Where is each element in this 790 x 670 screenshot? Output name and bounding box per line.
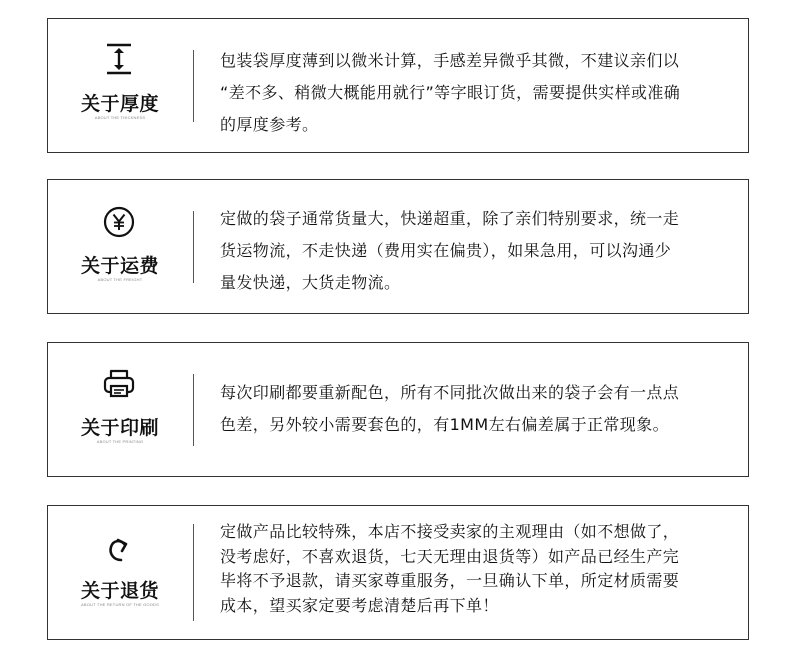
printer-icon [100,364,138,402]
card-title: 关于运费 [80,255,159,277]
description-line: 成本，望买家定要考虑清楚后再下单！ [220,595,499,615]
freight-card [47,179,749,314]
description-line: 货运物流，不走快递（费用实在偏贵），如果急用，可以沟通少 [220,241,672,260]
card-description [220,45,746,141]
card-title: 关于印刷 [80,417,159,439]
yen-circle-icon [100,203,138,241]
card-title: 关于厚度 [80,93,159,115]
card-header [48,180,192,313]
card-description [220,520,746,618]
description-line: 定做的袋子通常货量大，快递超重，除了亲们特别要求，统一走 [220,209,680,228]
card-description [220,377,746,441]
return-arrow-icon [100,530,138,568]
description-line: 色差，另外较小需要套色的，有1MM左右偏差属于正常现象。 [220,415,669,434]
description-line: “差不多、稍微大概能用就行”等字眼订货，需要提供实样或准确 [220,83,681,102]
divider [193,374,194,446]
card-subtitle: ABOUT THE FREIGHT [97,277,143,282]
description-line: 每次印刷都要重新配色，所有不同批次做出来的袋子会有一点点 [220,383,680,402]
description-line: 包装袋厚度薄到以微米计算，手感差异微乎其微，不建议亲们以 [220,51,680,70]
description-line: 量发快递，大货走物流。 [220,273,401,292]
description-line: 毕将不予退款，请买家尊重服务，一旦确认下单，所定材质需要 [220,571,680,590]
description-line: 的厚度参考。 [220,115,319,134]
thickness-arrows-icon [100,40,138,78]
description-line: 没考虑好，不喜欢退货，七天无理由退货等）如产品已经生产完 [220,546,680,566]
card-subtitle: ABOUT THE PRINTING [96,439,144,444]
divider [193,211,194,283]
card-title: 关于退货 [80,580,159,602]
divider [193,50,194,122]
card-subtitle: ABOUT THE THICKNESS [94,115,146,120]
divider [193,524,194,621]
printing-card [47,342,749,477]
returns-card [47,505,749,640]
card-header [48,19,192,152]
card-description [220,203,746,299]
description-line: 定做产品比较特殊，本店不接受卖家的主观理由（如不想做了， [220,522,680,541]
thickness-card [47,18,749,153]
card-subtitle: ABOUT THE RETURN OF THE GOODS [80,602,160,607]
card-header [48,506,192,639]
card-header [48,343,192,476]
